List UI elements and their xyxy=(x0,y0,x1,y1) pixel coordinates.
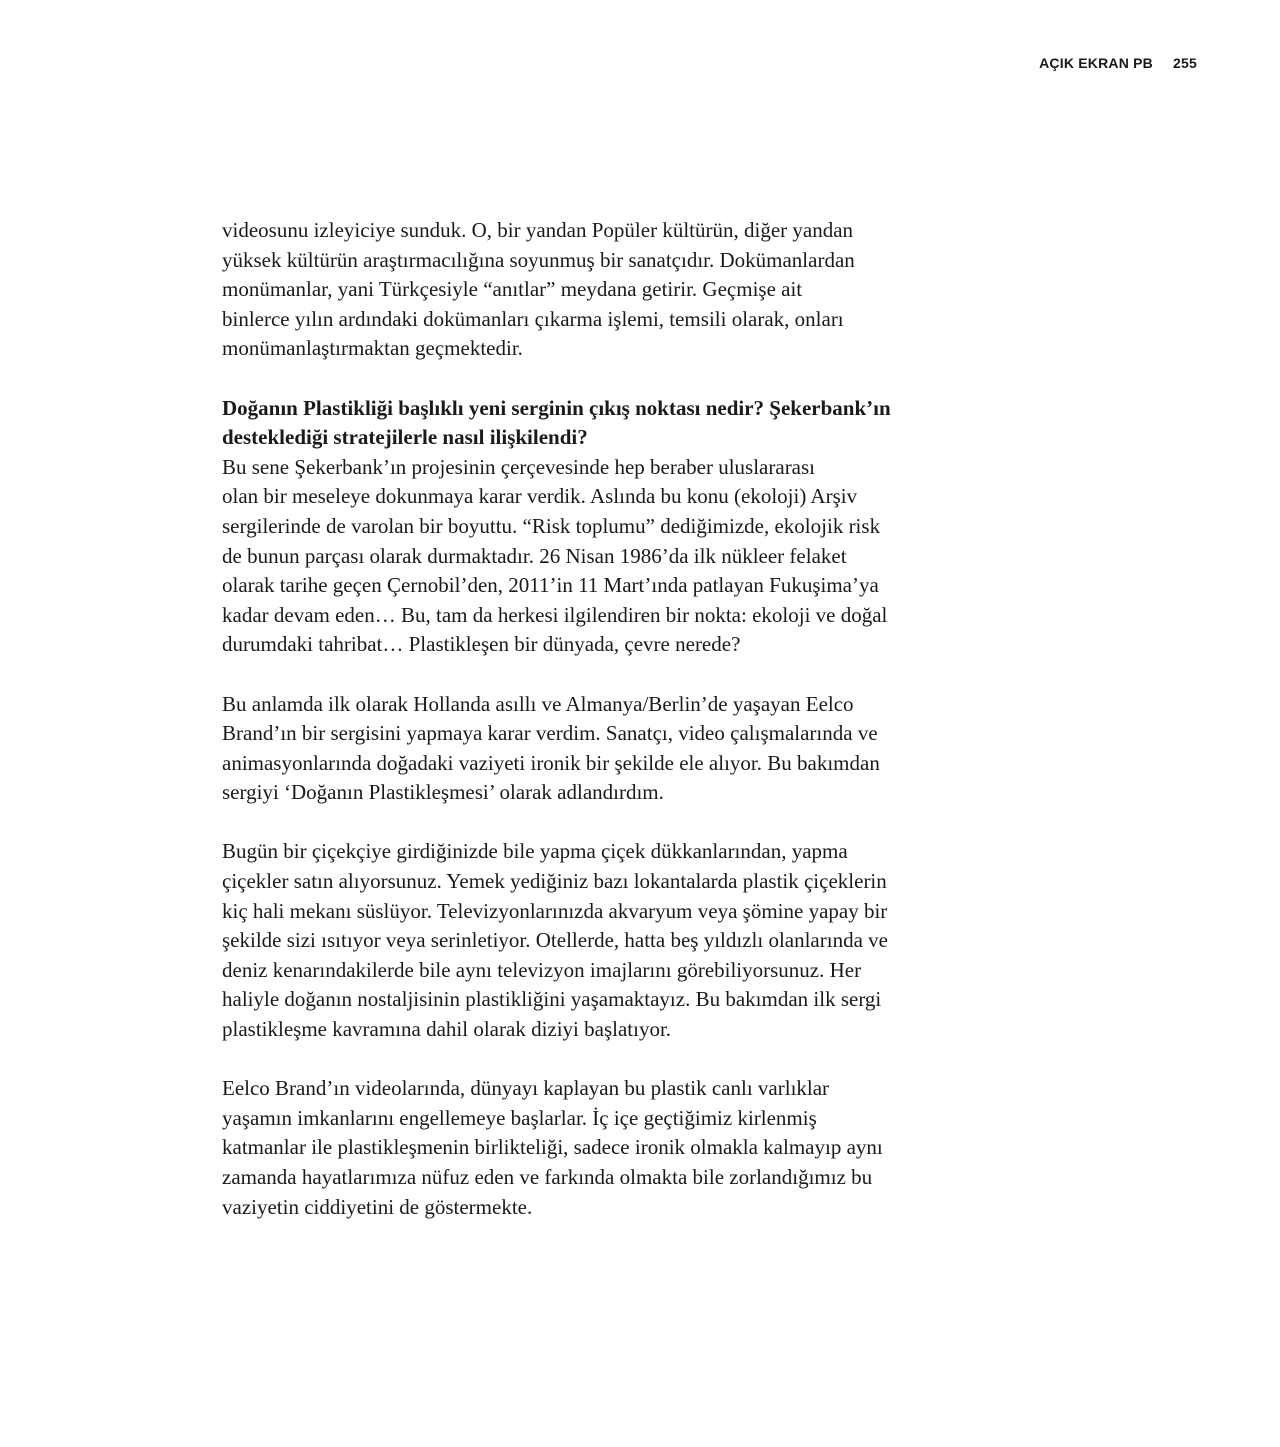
text-line: yüksek kültürün araştırmacılığına soyunmuş bir sanatçıdır. Dokümanlardan xyxy=(222,247,855,272)
text-line: sergilerinde de varolan bir boyuttu. “Risk toplumu” dediğimizde, ekolojik risk xyxy=(222,513,881,538)
text-line: kiç hali mekanı süslüyor. Televizyonlarınızda akvaryum veya şömine yapay bir xyxy=(222,898,888,923)
text-line: plastikleşme kavramına dahil olarak diziyi başlatıyor. xyxy=(222,1017,672,1042)
text-line: yaşamın imkanlarını engellemeye başlarlar. İç içe geçtiğimiz kirlenmiş xyxy=(222,1105,817,1130)
text-line: kadar devam eden… Bu, tam da herkesi ilgilendiren bir nokta: ekoloji ve doğal xyxy=(222,602,888,627)
text-line: Eelco Brand’ın videolarında, dünyayı kaplayan bu plastik canlı varlıklar xyxy=(222,1076,830,1101)
text-line: monümanlar, yani Türkçesiyle “anıtlar” meydana getirir. Geçmişe ait xyxy=(222,277,803,302)
paragraph-intro xyxy=(222,216,982,364)
text-line: şekilde sizi ısıtıyor veya serinletiyor. Otellerde, hatta beş yıldızlı olanlarında ve xyxy=(222,928,888,953)
question-line: desteklediği stratejilerle nasıl ilişkilendi? xyxy=(222,425,588,450)
text-line: haliyle doğanın nostaljisinin plastikliğini yaşamaktayız. Bu bakımdan ilk sergi xyxy=(222,987,882,1012)
paragraph-videos xyxy=(222,1074,982,1222)
text-line: zamanda hayatlarımıza nüfuz eden ve farkında olmakta bile zorlandığımız bu xyxy=(222,1165,873,1189)
text-line: Bu sene Şekerbank’ın projesinin çerçevesinde hep beraber uluslararası xyxy=(222,454,816,479)
paragraph-eelco-brand xyxy=(222,690,982,808)
text-line: vaziyetin ciddiyetini de göstermekte. xyxy=(222,1194,533,1219)
text-line: durumdaki tahribat… Plastikleşen bir dünyada, çevre nerede? xyxy=(222,632,741,657)
text-line: videosunu izleyiciye sunduk. O, bir yandan Popüler kültürün, diğer yandan xyxy=(222,218,854,242)
running-head xyxy=(1039,55,1197,71)
text-line: de bunun parçası olarak durmaktadır. 26 Nisan 1986’da ilk nükleer felaket xyxy=(222,543,847,568)
question-line: Doğanın Plastikliği başlıklı yeni serginin çıkış noktası nedir? Şekerbank’ın xyxy=(222,395,891,420)
section-title: AÇIK EKRAN PB xyxy=(1039,55,1153,71)
text-line: olarak tarihe geçen Çernobil’den, 2011’in 11 Mart’ında patlayan Fukuşima’ya xyxy=(222,573,879,598)
text-line: animasyonlarında doğadaki vaziyeti ironik bir şekilde ele alıyor. Bu bakımdan xyxy=(222,750,880,775)
text-line: sergiyi ‘Doğanın Plastikleşmesi’ olarak adlandırdım. xyxy=(222,780,664,805)
text-line: binlerce yılın ardındaki dokümanları çıkarma işlemi, temsili olarak, onları xyxy=(222,306,844,331)
text-line: olan bir meseleye dokunmaya karar verdik. Aslında bu konu (ekoloji) Arşiv xyxy=(222,484,858,509)
text-line: monümanlaştırmaktan geçmektedir. xyxy=(222,336,523,361)
text-line: Bu anlamda ilk olarak Hollanda asıllı ve Almanya/Berlin’de yaşayan Eelco xyxy=(222,691,854,716)
body-text xyxy=(222,216,982,1252)
text-line: deniz kenarındakilerde bile aynı televizyon imajlarını görebiliyorsunuz. Her xyxy=(222,957,862,982)
text-line: Bugün bir çiçekçiye girdiğinizde bile yapma çiçek dükkanlarından, yapma xyxy=(222,839,848,864)
text-line: katmanlar ile plastikleşmenin birlikteliği, sadece ironik olmakla kalmayıp aynı xyxy=(222,1135,883,1160)
interview-question xyxy=(222,394,982,453)
text-line: Brand’ın bir sergisini yapmaya karar verdim. Sanatçı, video çalışmalarında ve xyxy=(222,721,878,746)
text-line: çiçekler satın alıyorsunuz. Yemek yediğiniz bazı lokantalarda plastik çiçeklerin xyxy=(222,869,887,894)
interview-answer xyxy=(222,453,982,660)
interview-question-answer xyxy=(222,394,982,660)
page-number: 255 xyxy=(1173,55,1197,71)
paragraph-artificial-flowers xyxy=(222,837,982,1044)
